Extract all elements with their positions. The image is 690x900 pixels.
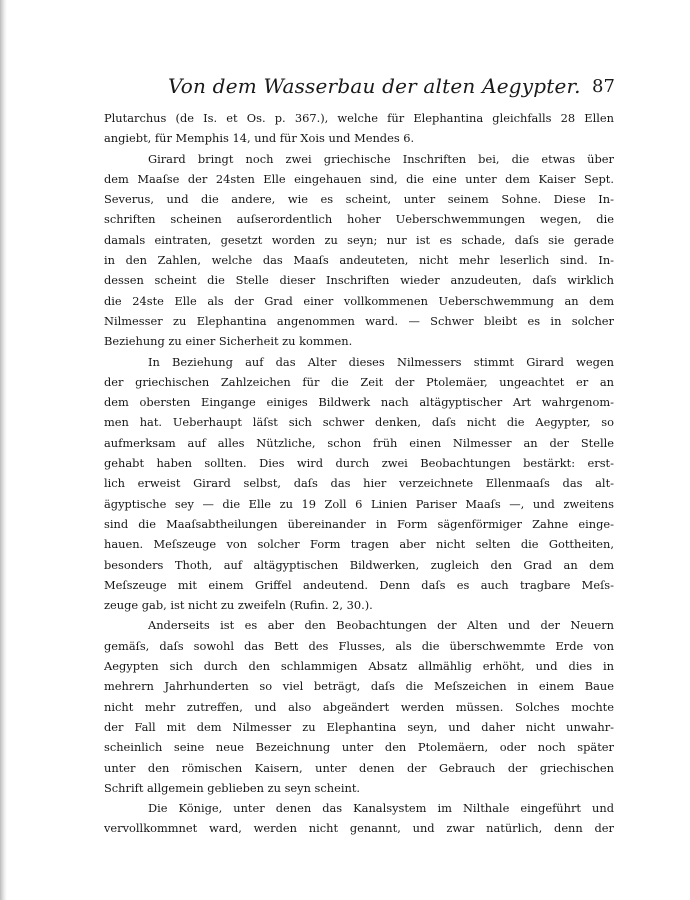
text-line: mehrern Jahrhunderten so viel beträgt, daſs die Meſszeichen in einem Baue <box>104 679 614 694</box>
text-line: Schrift allgemein geblieben zu seyn scheint. <box>104 780 361 795</box>
text-line: Beziehung zu einer Sicherheit zu kommen. <box>104 334 353 349</box>
text-line: dem Maaſse der 24sten Elle eingehauen sind, die eine unter dem Kaiser Sept. <box>104 171 614 186</box>
running-title: Von dem Wasserbau der alten Aegypter. <box>168 74 581 98</box>
text-line: dessen scheint die Stelle dieser Inschriften wieder anzudeuten, daſs wirklich <box>104 273 614 288</box>
text-line: der griechischen Zahlzeichen für die Zeit der Ptolemäer, ungeachtet er an <box>104 374 614 389</box>
text-line: die 24ste Elle als der Grad einer vollkommenen Ueberschwemmung an dem <box>104 293 614 308</box>
text-line: Nilmesser zu Elephantina angenommen ward. — Schwer bleibt es in solcher <box>104 313 614 328</box>
text-line: scheinlich seine neue Bezeichnung unter den Ptolemäern, oder noch später <box>104 740 614 755</box>
text-line: unter den römischen Kaisern, unter denen der Gebrauch der griechischen <box>104 760 614 775</box>
text-line: zeuge gab, ist nicht zu zweifeln (Rufin. 2, 30.). <box>104 598 373 613</box>
page-header <box>0 72 690 106</box>
paragraph-start-line: Die Könige, unter denen das Kanalsystem im Nilthale eingeführt und <box>148 801 614 816</box>
page-number: 87 <box>592 76 615 97</box>
text-line: Aegypten sich durch den schlammigen Absatz allmählig erhöht, und dies in <box>104 659 614 674</box>
text-line: lich erweist Girard selbst, daſs das hier verzeichnete Ellenmaaſs das alt- <box>104 476 614 491</box>
paragraph-start-line: In Beziehung auf das Alter dieses Nilmessers stimmt Girard wegen <box>148 354 614 369</box>
paragraph-start-line: Girard bringt noch zwei griechische Inschriften bei, die etwas über <box>148 151 614 166</box>
text-line: vervollkommnet ward, werden nicht genannt, und zwar natürlich, denn der <box>104 821 614 836</box>
text-line: dem obersten Eingange einiges Bildwerk nach altägyptischer Art wahrgenom- <box>104 395 614 410</box>
paragraph-start-line: Anderseits ist es aber den Beobachtungen der Alten und der Neuern <box>148 618 614 633</box>
text-line: men hat. Ueberhaupt läſst sich schwer denken, daſs nicht die Aegypter, so <box>104 415 614 430</box>
text-line: ägyptische sey — die Elle zu 19 Zoll 6 Linien Pariser Maaſs —, und zweitens <box>104 496 614 511</box>
page-edge-shadow <box>0 0 7 900</box>
text-line: Meſszeuge mit einem Griffel andeutend. Denn daſs es auch tragbare Meſs- <box>104 577 614 592</box>
text-line: Plutarchus (de Is. et Os. p. 367.), welche für Elephantina gleichfalls 28 Ellen <box>104 111 614 125</box>
text-line: schriften scheinen auſserordentlich hoher Ueberschwemmungen wegen, die <box>104 212 614 227</box>
text-line: der Fall mit dem Nilmesser zu Elephantina seyn, und daher nicht unwahr- <box>104 719 614 734</box>
text-line: hauen. Meſszeuge von solcher Form tragen aber nicht selten die Gottheiten, <box>104 537 614 552</box>
body-text <box>104 108 614 839</box>
text-line: sind die Maaſsabtheilungen übereinander in Form sägenförmiger Zahne einge- <box>104 516 614 531</box>
text-line: angiebt, für Memphis 14, und für Xois und Mendes 6. <box>104 131 415 146</box>
text-line: besonders Thoth, auf altägyptischen Bildwerken, zugleich den Grad an dem <box>104 557 614 572</box>
text-line: Severus, und die andere, wie es scheint, unter seinem Sohne. Diese In- <box>104 192 614 207</box>
text-line: in den Zahlen, welche das Maaſs andeuteten, nicht mehr leserlich sind. In- <box>104 253 614 268</box>
text-line: gemäſs, daſs sowohl das Bett des Flusses, als die überschwemmte Erde von <box>104 638 614 653</box>
text-line: damals eintraten, gesetzt worden zu seyn; nur ist es schade, daſs sie gerade <box>104 232 614 247</box>
text-line: nicht mehr zutreffen, und also abgeändert werden müssen. Solches mochte <box>104 699 614 714</box>
text-line: aufmerksam auf alles Nützliche, schon früh einen Nilmesser an der Stelle <box>104 435 614 450</box>
text-line: gehabt haben sollten. Dies wird durch zwei Beobachtungen bestärkt: erst- <box>104 456 614 471</box>
